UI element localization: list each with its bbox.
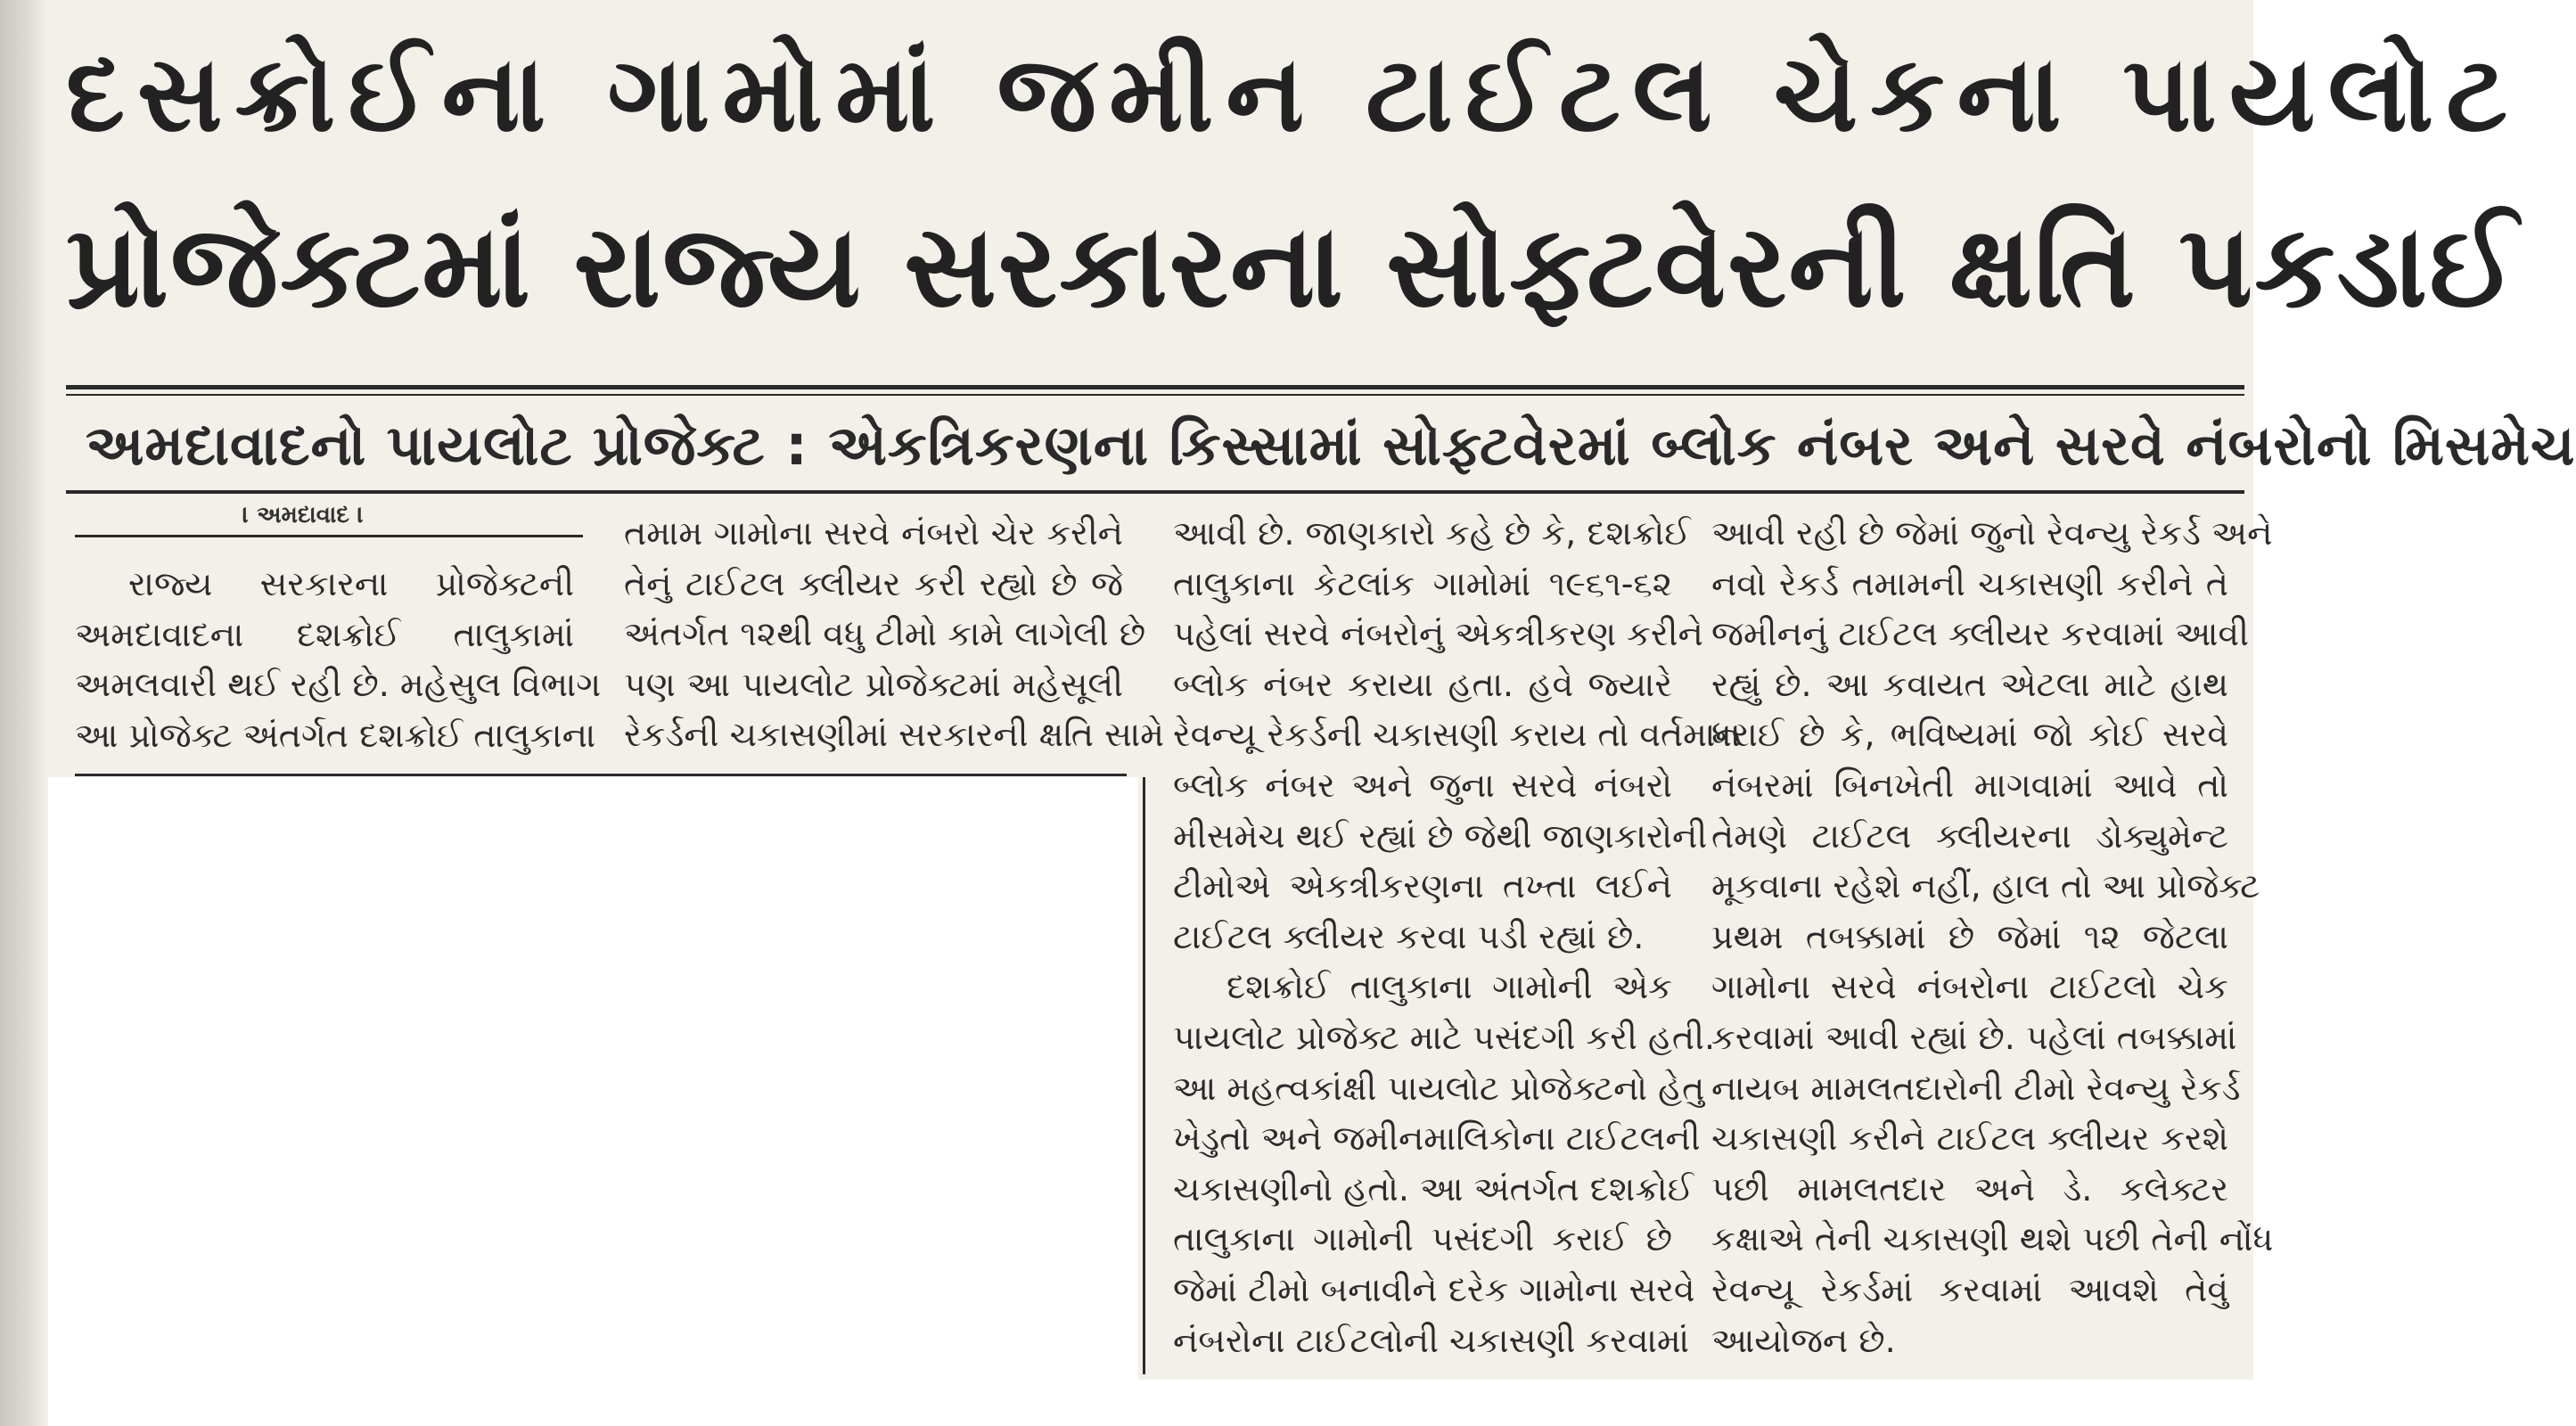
text-line: જેમાં ટીમો બનાવીને દરેક ગામોના સરવે (1173, 1269, 1695, 1309)
text-line: ટાઈટલ ક્લીયર કરવા પડી રહ્યાં છે. (1173, 916, 1645, 956)
text-line: આવી છે. જાણકારો કહે છે કે, દશક્રોઈ (1173, 513, 1691, 553)
text-line: તાલુકાના કેટલાંક ગામોમાં ૧૯૬૧-૬૨ (1173, 563, 1672, 603)
text-line: દશક્રોઈ તાલુકાના ગામોની એક (1226, 967, 1672, 1007)
text-line: રેવન્યૂ રેકર્ડમાં કરવામાં આવશે તેવું (1711, 1269, 2228, 1309)
text-line: ચકાસણી કરીને ટાઈટલ ક્લીયર કરશે (1711, 1119, 2228, 1159)
paper-edge-shadow (0, 0, 48, 1426)
text-line: બ્લોક નંબર કરાયા હતા. હવે જ્યારે (1173, 664, 1672, 704)
headline-divider-thin (66, 394, 2244, 396)
text-line: મીસમેચ થઈ રહ્યાં છે જેથી જાણકારોની (1173, 815, 1708, 856)
text-line: ધરાઈ છે કે, ભવિષ્યમાં જો કોઈ સરવે (1711, 715, 2228, 755)
article-column-1 (75, 559, 602, 760)
article-column-3 (1173, 508, 1741, 1365)
dateline: । અમદાવાદ । (242, 502, 364, 529)
text-line: રેકર્ડની ચકાસણીમાં સરકારની ક્ષતિ સામે (624, 715, 1164, 755)
headline-divider (66, 385, 2244, 389)
subheadline-divider (66, 490, 2244, 494)
text-line: પછી મામલતદાર અને ડે. કલેક્ટર (1711, 1168, 2228, 1209)
text-line: ટીમોએ એકત્રીકરણના તખ્તા લઈને (1173, 866, 1672, 906)
text-line: તમામ ગામોના સરવે નંબરો ચેર કરીને (624, 513, 1123, 553)
text-line: પહેલાં સરવે નંબરોનું એકત્રીકરણ કરીને (1173, 614, 1703, 654)
article-column-2 (624, 508, 1164, 760)
text-line: તેનું ટાઈટલ ક્લીયર કરી રહ્યો છે જે (624, 563, 1123, 603)
text-line: રાજ્ય સરકારના પ્રોજેક્ટની (128, 564, 574, 603)
text-line: કરવામાં આવી રહ્યાં છે. પહેલાં તબક્કામાં (1711, 1017, 2237, 1057)
text-line: જમીનનું ટાઈટલ ક્લીયર કરવામાં આવી (1711, 614, 2249, 654)
text-line: અમલવારી થઈ રહી છે. મહેસુલ વિભાગ (75, 665, 602, 705)
text-line: આ મહત્વકાંક્ષી પાયલોટ પ્રોજેક્ટનો હેતુ (1173, 1068, 1705, 1108)
text-line: પ્રથમ તબક્કામાં છે જેમાં ૧૨ જેટલા (1711, 916, 2228, 956)
column-3-left-rule (1143, 777, 1145, 1374)
text-line: આયોજન છે. (1711, 1320, 1896, 1360)
text-line: ખેડુતો અને જમીનમાલિકોના ટાઈટલની (1173, 1119, 1701, 1159)
article-column-4 (1711, 508, 2274, 1365)
text-line: નાયબ મામલતદારોની ટીમો રેવન્યુ રેકર્ડ (1711, 1068, 2241, 1108)
headline-line-2: પ્રોજેક્ટમાં રાજ્ય સરકારના સોફ્ટવેરની ક્ષતિ પકડાઈ (66, 201, 2520, 333)
text-line: રેવન્યૂ રેકર્ડની ચકાસણી કરાય તો વર્તમાન (1173, 715, 1741, 755)
text-line: તાલુકાના ગામોની પસંદગી કરાઈ છે (1173, 1219, 1672, 1259)
text-line: રહ્યું છે. આ કવાયત એટલા માટે હાથ (1711, 664, 2228, 704)
subheadline: અમદાવાદનો પાયલોટ પ્રોજેક્ટ : એકત્રિકરણના કિસ્સામાં સોફ્ટવેરમાં બ્લોક નંબર અને સરવે નંબરોનો મિસમેચ (86, 413, 2576, 478)
text-line: નવો રેકર્ડ તમામની ચકાસણી કરીને તે (1711, 563, 2228, 603)
text-line: મૂકવાના રહેશે નહીં, હાલ તો આ પ્રોજેક્ટ (1711, 866, 2260, 906)
text-line: નંબરમાં બિનખેતી માગવામાં આવે તો (1711, 765, 2228, 805)
text-line: અંતર્ગત ૧૨થી વધુ ટીમો કામે લાગેલી છે (624, 614, 1146, 654)
text-line: બ્લોક નંબર અને જુના સરવે નંબરો (1173, 765, 1672, 805)
text-line: તેમણે ટાઈટલ ક્લીયરના ડોક્યુમેન્ટ (1711, 815, 2228, 856)
text-line: પણ આ પાયલોટ પ્રોજેક્ટમાં મહેસૂલી (624, 664, 1123, 704)
text-line: કક્ષાએ તેની ચકાસણી થશે પછી તેની નોંધ (1711, 1219, 2274, 1259)
headline-line-1: દસક્રોઈના ગામોમાં જમીન ટાઈટલ ચેકના પાયલોટ (66, 32, 2520, 155)
column-bottom-rule-left (75, 774, 1127, 776)
text-line: પાયલોટ પ્રોજેક્ટ માટે પસંદગી કરી હતી. (1173, 1017, 1716, 1057)
dateline-rule (75, 535, 583, 537)
text-line: નંબરોના ટાઈટલોની ચકાસણી કરવામાં (1173, 1320, 1690, 1360)
text-line: આ પ્રોજેક્ટ અંતર્ગત દશક્રોઈ તાલુકાના (75, 715, 596, 755)
text-line: અમદાવાદના દશક્રોઈ તાલુકામાં (75, 614, 574, 654)
text-line: ચકાસણીનો હતો. આ અંતર્ગત દશક્રોઈ (1173, 1168, 1694, 1209)
text-line: ગામોના સરવે નંબરોના ટાઈટલો ચેક (1711, 967, 2228, 1007)
text-line: આવી રહી છે જેમાં જુનો રેવન્યુ રેકર્ડ અને (1711, 513, 2273, 553)
